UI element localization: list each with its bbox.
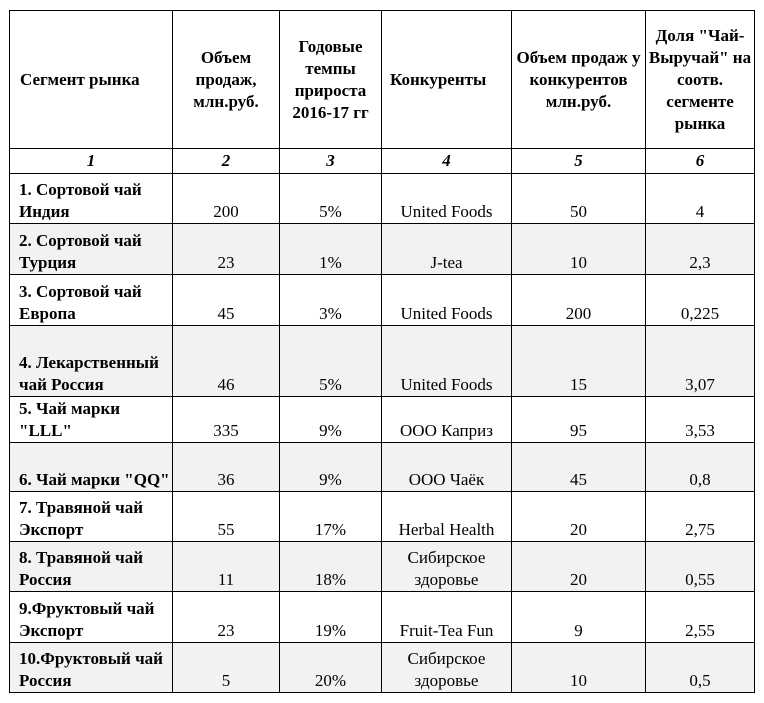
table-row: [10, 542, 755, 592]
table-row: [10, 592, 755, 643]
segment-cell: 9.Фруктовый чай Экспорт: [10, 592, 173, 643]
competitor-sales-cell: 20: [512, 492, 646, 542]
competitor-sales-cell: 15: [512, 326, 646, 397]
share-cell: 0,5: [646, 643, 755, 693]
segment-cell: 6. Чай марки "QQ": [10, 443, 173, 492]
sales-cell: 45: [173, 275, 280, 326]
sales-cell: 23: [173, 592, 280, 643]
header-share: Доля "Чай-Выручай" на соотв. сегменте рынка: [646, 11, 755, 149]
growth-cell: 1%: [280, 224, 382, 275]
competitor-cell: ООО Каприз: [382, 397, 512, 443]
competitor-cell: Fruit-Tea Fun: [382, 592, 512, 643]
competitor-sales-cell: 45: [512, 443, 646, 492]
share-cell: 2,3: [646, 224, 755, 275]
segment-cell: 8. Травяной чай Россия: [10, 542, 173, 592]
growth-cell: 20%: [280, 643, 382, 693]
share-cell: 0,55: [646, 542, 755, 592]
share-cell: 4: [646, 174, 755, 224]
column-number: 3: [280, 149, 382, 174]
competitor-sales-cell: 10: [512, 224, 646, 275]
column-number-row: [10, 149, 755, 174]
competitor-cell: J-tea: [382, 224, 512, 275]
sales-cell: 11: [173, 542, 280, 592]
share-cell: 3,53: [646, 397, 755, 443]
competitor-cell: United Foods: [382, 275, 512, 326]
segment-cell: 3. Сортовой чай Европа: [10, 275, 173, 326]
table-row: [10, 443, 755, 492]
growth-cell: 3%: [280, 275, 382, 326]
sales-cell: 36: [173, 443, 280, 492]
competitor-cell: Сибирское здоровье: [382, 542, 512, 592]
competitor-sales-cell: 9: [512, 592, 646, 643]
column-number: 5: [512, 149, 646, 174]
table-row: [10, 326, 755, 397]
header-segment: Сегмент рынка: [10, 11, 173, 149]
competitor-sales-cell: 200: [512, 275, 646, 326]
header-row: [10, 11, 755, 149]
sales-cell: 5: [173, 643, 280, 693]
table-row: [10, 174, 755, 224]
growth-cell: 9%: [280, 397, 382, 443]
column-number: 2: [173, 149, 280, 174]
sales-cell: 200: [173, 174, 280, 224]
competitor-cell: United Foods: [382, 174, 512, 224]
market-segments-table: [9, 10, 755, 693]
share-cell: 0,8: [646, 443, 755, 492]
sales-cell: 46: [173, 326, 280, 397]
segment-cell: 4. Лекарственный чай Россия: [10, 326, 173, 397]
table-row: [10, 275, 755, 326]
sales-cell: 55: [173, 492, 280, 542]
share-cell: 2,55: [646, 592, 755, 643]
sales-cell: 335: [173, 397, 280, 443]
growth-cell: 5%: [280, 326, 382, 397]
growth-cell: 18%: [280, 542, 382, 592]
competitor-sales-cell: 10: [512, 643, 646, 693]
sales-cell: 23: [173, 224, 280, 275]
growth-cell: 17%: [280, 492, 382, 542]
competitor-cell: United Foods: [382, 326, 512, 397]
table-row: [10, 224, 755, 275]
segment-cell: 10.Фруктовый чай Россия: [10, 643, 173, 693]
header-competitors: Конкуренты: [382, 11, 512, 149]
share-cell: 3,07: [646, 326, 755, 397]
column-number: 6: [646, 149, 755, 174]
segment-cell: 7. Травяной чай Экспорт: [10, 492, 173, 542]
table-row: [10, 492, 755, 542]
header-sales: Объем продаж, млн.руб.: [173, 11, 280, 149]
competitor-cell: Сибирское здоровье: [382, 643, 512, 693]
table-row: [10, 397, 755, 443]
column-number: 4: [382, 149, 512, 174]
share-cell: 2,75: [646, 492, 755, 542]
share-cell: 0,225: [646, 275, 755, 326]
competitor-cell: ООО Чаёк: [382, 443, 512, 492]
growth-cell: 9%: [280, 443, 382, 492]
table-row: [10, 643, 755, 693]
header-competitor-sales: Объем продаж у конкурентов млн.руб.: [512, 11, 646, 149]
competitor-cell: Herbal Health: [382, 492, 512, 542]
competitor-sales-cell: 20: [512, 542, 646, 592]
segment-cell: 5. Чай марки "LLL": [10, 397, 173, 443]
column-number: 1: [10, 149, 173, 174]
segment-cell: 2. Сортовой чай Турция: [10, 224, 173, 275]
header-growth: Годовые темпы прироста 2016-17 гг: [280, 11, 382, 149]
competitor-sales-cell: 50: [512, 174, 646, 224]
competitor-sales-cell: 95: [512, 397, 646, 443]
segment-cell: 1. Сортовой чай Индия: [10, 174, 173, 224]
growth-cell: 5%: [280, 174, 382, 224]
growth-cell: 19%: [280, 592, 382, 643]
